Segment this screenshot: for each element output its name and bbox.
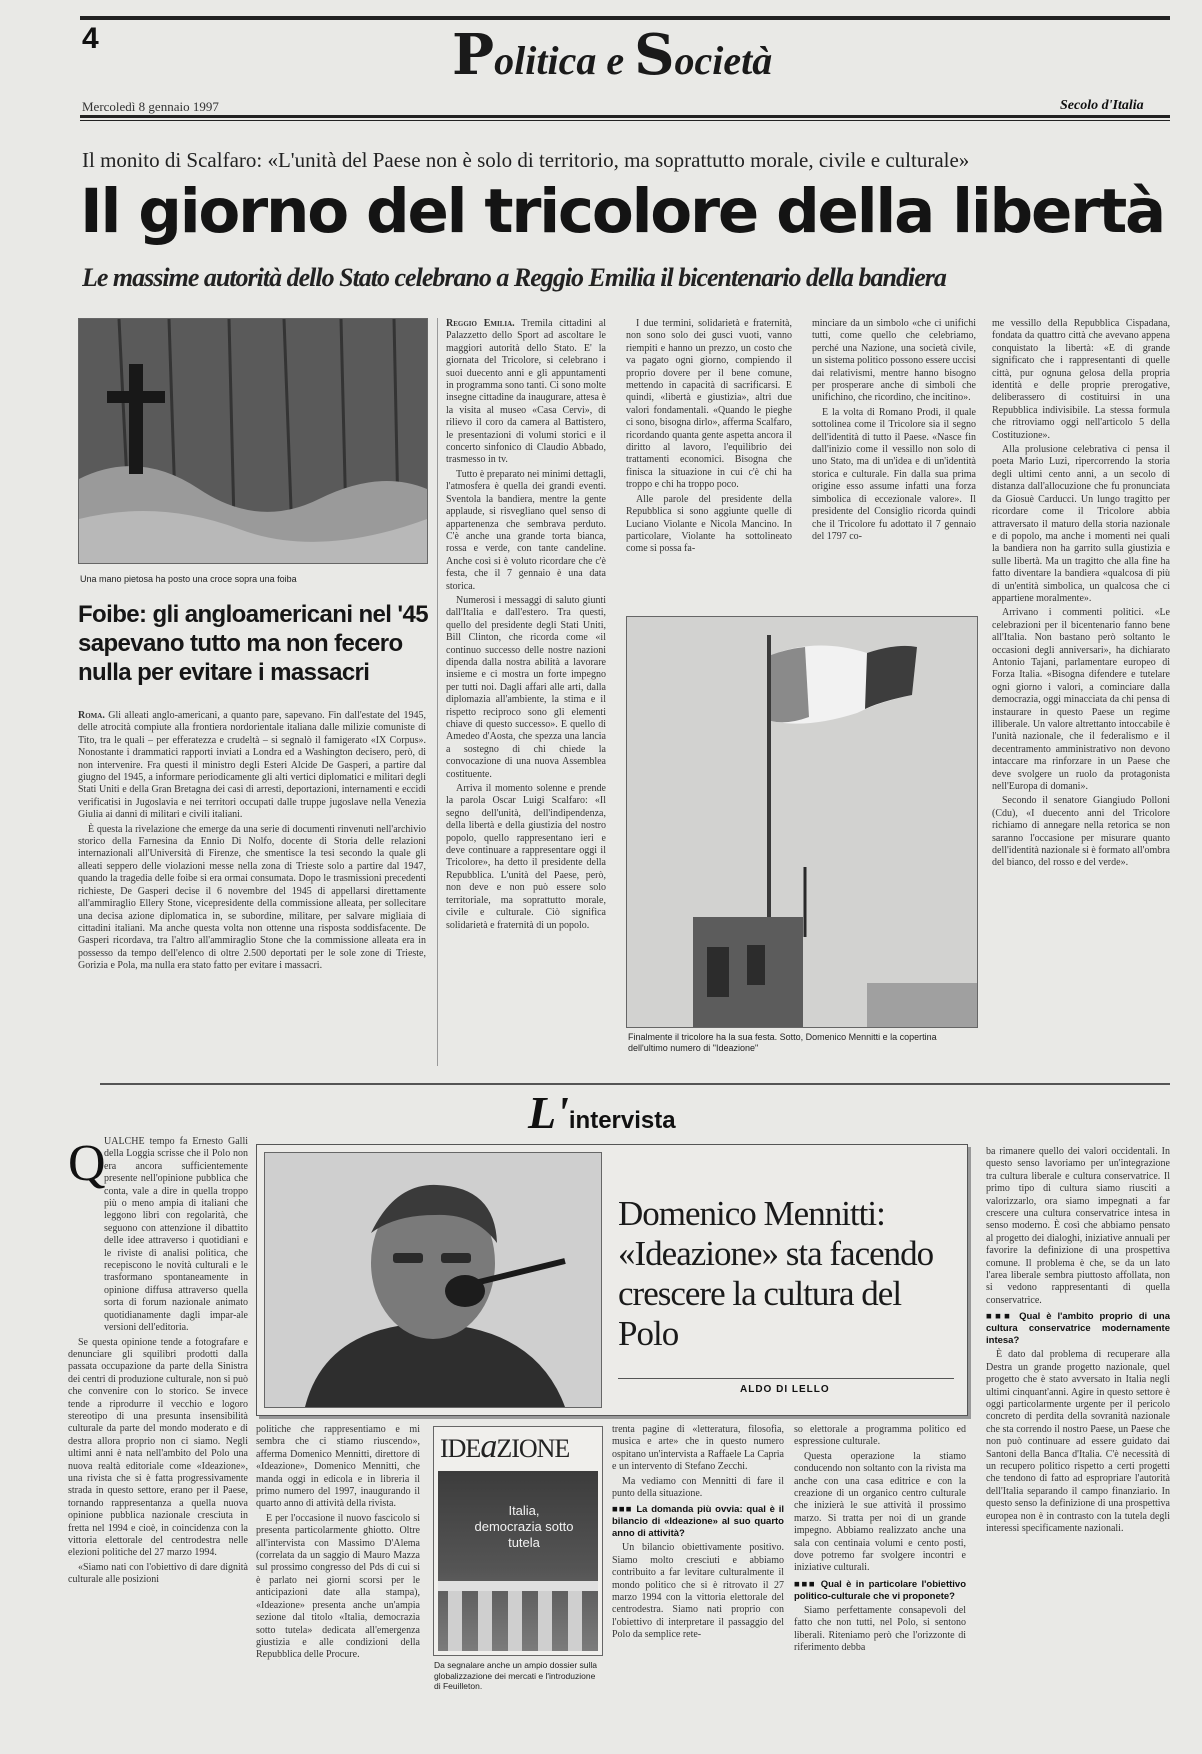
ideazione-title-a: IDE: [440, 1434, 481, 1463]
interview-question-2: ■■■ Qual è in particolare l'obiettivo politico-culturale che vi proponete?: [794, 1578, 966, 1602]
foibe-photo: [78, 318, 428, 564]
interview-answer-1: Un bilancio obiettivamente positivo. Siamo molto cresciuti e abbiamo contribuito a far levitare culturalmente il mondo politico che si è ritrovato il 27 marzo 1994 con la vittoria elettorale del centrodestra. Siamo nati proprio con l'obiettivo di interpretare il passaggio del Polo da semplice rete-: [612, 1542, 784, 1641]
lead-paragraph-1: Tremila cittadini al Palazzetto dello Sport ad ascoltare le maggiori autorità dello Stato. E' la giornata del Tricolore, si celebrano i suoi duecento anni e gli appuntamenti in programma sono tanti. Ci sono molte insegne cittadine da inaugurare, attesa è la visita al museo «Casa Cervi», di rilievo il coro da camera al Battistero, le presentazioni di volumi storici e il concerto sinfonico di Claudio Abbado, trasmesso in tv.: [446, 318, 606, 466]
interview-intro-paragraph-1: Se questa opinione tende a fotografare e denunciare gli squilibri prodotti dalla passata occupazione da parte della Sinistra dei centri di produzione culturale, non si può che convenire con lo storico. Se invece tende a riprodurre il vecchio e logoro stereotipo di una presunta insensibilità culturale da parte del mondo moderato e di destra allora proprio non ci siamo. Negli ultimi anni è nata nell'ambito del Polo una nuova realtà editoriale come «Ideazione», una rivista che si è fatta progressivamente strada in questo settore, erano per il Paese, tornando rappresentanza a quella nuova opinione pubblica nazionale cresciuta in fretta nel 1994 e cioè, in coincidenza con la vittoria elettorale del centrodestra nelle elezioni politiche del 27 marzo 1994.: [68, 1336, 248, 1559]
interview-question-2-text: Qual è in particolare l'obiettivo politico-culturale che vi proponete?: [794, 1578, 966, 1602]
section-title-part-1: olitica e: [494, 38, 635, 83]
ideazione-columns-graphic: [438, 1581, 598, 1651]
flag-photo: [626, 616, 978, 1028]
interview-dropcap: Q: [68, 1135, 106, 1192]
interview-intro: [68, 1136, 248, 1696]
interview-intro-paragraph-2: «Siamo nati con l'obiettivo di dare dignità culturale alle posizioni: [68, 1561, 248, 1586]
lead-paragraph-6: Alle parole del presidente della Repubblica si sono aggiunte quelle di Luciano Violante e Nicola Mancino. In particolare, Violante ha sottolineato come si possa fa-: [626, 493, 792, 555]
interview-body-a: [256, 1424, 420, 1694]
lead-paragraph-11: Arrivano i commenti politici. «Le celebrazioni per il bicentenario fanno bene all'Italia. Non bastano però soltanto le occasioni degli anniversari», ha dichiarato Antonio Tajani, parlamentare europeo di Forza Italia. «Bisogna difendere e tutelare ogni giorno i valori, a cominciare dalla democrazia, oggi minacciata da chi pensa di instaurare in questo Paese un regime illiberale. Un valore altrettanto intoccabile è l'unità nazionale, che il federalismo e il decentramento amministrativo non devono intaccare ma rinforzare in un Paese che deve svolgere un ruolo da protagonista nell'Europa di domani».: [992, 607, 1170, 793]
interview-label-text: intervista: [568, 1107, 676, 1134]
ideazione-caption: Da segnalare anche un ampio dossier sulla globalizzazione dei mercati e l'introduzione di Feuilleton.: [434, 1660, 598, 1691]
ideazione-cover-text: Italia, democrazia sotto tutela: [474, 1503, 574, 1550]
paper-name: Secolo d'Italia: [1060, 98, 1144, 113]
section-title: [452, 22, 772, 88]
lead-paragraph-10: Alla prolusione celebrativa ci pensa il poeta Mario Luzi, ripercorrendo la storia degli ultimi cento anni, a un secolo di distanza dall'allocuzione che fu pronunciata da Giosuè Carducci. Un lungo tragitto per ricordare come il Tricolore abbia attraversato il maturo della storia nazionale e di popolo, ma anche i momenti nei quali la bandiera non ha garrito sulla giustizia e sulle libertà. Ma un tragitto che alla fine ha fatto diventare la bandiera «qualcosa di più di un'entità simbolica, un qualcosa che ci appartiene moralmente».: [992, 444, 1170, 604]
lead-column-2: [626, 318, 792, 608]
lead-paragraph-7: minciare da un simbolo «che ci unifichi tutti, come quello che celebriamo, perché una Nazione, una società civile, un sistema politico possono essere uccisi dai relativismi, mentre hanno bisogno per prosperare anche di simboli che unifichino, che ricordino, che incitino».: [812, 318, 976, 404]
masthead-rule-thin: [80, 120, 1170, 121]
interview-body-d: [986, 1146, 1170, 1694]
top-rule: [80, 16, 1170, 20]
foibe-headline: Foibe: gli angloamericani nel '45 sapevano tutto ma non fecero nulla per evitare i massacri: [78, 601, 428, 686]
lead-column-1: [446, 318, 606, 1054]
section-initial-s: S: [634, 22, 675, 88]
lead-headline: Il giorno del tricolore della libertà: [80, 176, 1165, 247]
interview-body-b: [612, 1424, 784, 1694]
interview-body-c-paragraph-1: so elettorale a programma politico ed espressione culturale.: [794, 1424, 966, 1448]
interview-byline: ALDO DI LELLO: [740, 1384, 830, 1395]
interview-body-a-paragraph-1: politiche che rappresentiamo e mi sembra che ci stiamo riuscendo», afferma Domenico Mennitti, direttore di «Ideazione», Domenico Mennitti, che manda oggi in edicola e in libreria il primo numero del 1997, inaugurando il quarto anno di attività della rivista.: [256, 1424, 420, 1510]
flag-photo-caption: Finalmente il tricolore ha la sua festa. Sotto, Domenico Mennitti e la copertina dell'ultimo numero di "Ideazione": [628, 1032, 937, 1053]
mennitti-photo: [264, 1152, 602, 1408]
interview-question-1: ■■■ La domanda più ovvia: qual è il bilancio di «Ideazione» al suo quarto anno di attività?: [612, 1504, 784, 1540]
lead-paragraph-8: E la volta di Romano Prodi, il quale sottolinea come il Tricolore sia il segno dell'identità di tutto il Paese. «Nasce fin dall'inizio come il vessillo non solo di uno Stato, ma di un'idea e di un'identità storica e culturale. Fin dalla sua prima origine esso assume infatti una forza simbolica di eccezionale valore». Il presidente del Consiglio ricorda quindi che il Tricolore fu adottato il 7 gennaio del 1797 co-: [812, 406, 976, 542]
interview-body-b-paragraph-2: Ma vediamo con Mennitti di fare il punto della situazione.: [612, 1475, 784, 1500]
lead-paragraph-9: me vessillo della Repubblica Cispadana, fondata da quattro città che avevano appena conquistato la libertà: «E di grande significato che i rappresentanti di quelle città, pur ognuna gelosa della propria identità e delle proprie prerogative, deliberassero di costituirsi in una Repubblica indivisibile. La stessa formula che ritroviamo oggi nell'articolo 5 della Costituzione».: [992, 318, 1170, 441]
ideazione-title-b: a: [480, 1428, 497, 1465]
lead-paragraph-2: Tutto è preparato nei minimi dettagli, l'atmosfera è quella dei grandi eventi. Sventola la bandiera, mentre la gente applaude, si risvegliano quel senso di appartenenza che sembrava perduto. C'è anche una grande torta bianca, rossa e verde, con tante candeline. Anche così si è voluto ricordare che c'è festa, che il 7 gennaio è una data storica.: [446, 468, 606, 592]
issue-date: Mercoledì 8 gennaio 1997: [82, 99, 219, 114]
interview-section-label: [520, 1086, 684, 1139]
interview-question-3: ■■■ Qual è l'ambito proprio di una cultura conservatrice modernamente intesa?: [986, 1311, 1170, 1347]
interview-body-b-paragraph-1: trenta pagine di «letteratura, filosofia, musica e arte» che in questo numero ospitano un'intervista a Raffaele La Capria e un intervento di Stefano Zecchi.: [612, 1424, 784, 1473]
foibe-photo-caption: Una mano pietosa ha posto una croce sopra una foiba: [80, 574, 297, 584]
interview-body-a-paragraph-2: E per l'occasione il nuovo fascicolo si presenta particolarmente ghiotto. Oltre all'intervista con Massimo D'Alema (correlata da un saggio di Mauro Mazza sul prossimo congresso del Pds di cui si è parlato nei giorni scorsi per le anticipazioni date alla stampa), «Ideazione» presenta anche un'ampia sezione dal titolo «Italia, democrazia sotto tutela» dedicata all'emergenza giustizia e alle condizioni della Repubblica delle Procure.: [256, 1512, 420, 1661]
ideazione-masthead: [440, 1428, 570, 1465]
section-title-part-2: ocietà: [674, 38, 773, 83]
foibe-paragraph-2: È questa la rivelazione che emerge da una serie di documenti rinvenuti nell'archivio storico della Farnesina da Ennio Di Nolfo, docente di Storia delle relazioni internazionali all'Università di Firenze, che smentisce la tesi secondo la quale gli alleati seppero delle violazioni messe nella zona di Trieste solo a partire dal 1947, quando la tragedia delle foibe si era ormai consumata. Dopo le trasmissioni precedenti richieste, De Gasperi decise il 6 novembre del 1945 di appellarsi direttamente all'ammiraglio Ellery Stone, vicepresidente della commissione alleata, per sollecitare una decisa azione diplomatica in, se subordine, militare, per salvare migliaia di cittadini italiani. Ma anche questa volta non ottenne una risposta soddisfacente. De Gasperi ricordava, tra l'altro all'ammiraglio Stone che la commissione alleata era in possesso da tempo dell'elenco di oltre 2.500 deportati per le sole zone di Trieste, Gorizia e Pola, ma nulla era stato fatto per evitare i massacri.: [78, 823, 426, 972]
interview-section-rule: [100, 1083, 1170, 1085]
masthead-rule: [80, 115, 1170, 118]
section-initial-p: P: [452, 22, 495, 88]
interview-question-1-text: La domanda più ovvia: qual è il bilancio di «Ideazione» al suo quarto anno di attività?: [612, 1504, 784, 1540]
mennitti-portrait-image: [265, 1153, 601, 1407]
interview-answer-3: È dato dal problema di recuperare alla Destra un grande progetto nazionale, quel progetto che è stato avversato in Italia negli ultimi cinquant'anni. Agire in questo settore è oggi particolarmente urgente per il pericolo concreto di perdita della sovranità nazionale che sta correndo il nostro Paese, un Paese che non può continuare ad essere guidato dai Santoni della Banca d'Italia. C'è necessità di un recupero politico rispetto a certi progetti che tendono di fatto ad espropriare l'autorità dell'Italia separando il campo finanziario. In questo senso la definizione di una prospettiva europea non è in contrasto con la tutela degli interessi specificamente nazionali.: [986, 1349, 1170, 1534]
ideazione-title-c: ZIONE: [496, 1434, 570, 1463]
byline-rule: [618, 1378, 954, 1379]
interview-intro-lead: UALCHE tempo fa Ernesto Galli della Loggia scrisse che il Polo non era ancora sufficientemente presente nell'opinione pubblica che conta, vale a dire in quella troppo più o meno ampia di italiani che leggono libri con regolarità, che seguono con attenzione il dibattito delle idee attraverso i quotidiani e le riviste di analisi politica, che recepiscono le novità culturali e le trasformano spontaneamente in opinione diffusa attraverso quella sorta di forum nazionale animato quotidianamente dagli impar-ale versioni dell'editoria.: [104, 1136, 248, 1334]
lead-paragraph-12: Secondo il senatore Giangiudo Polloni (Cdu), «I duecento anni del Tricolore richiamo di annegare nella retorica se non saranno l'occasione per misurare quanto dell'identità nazionale si è formato all'ombra del bianco, del rosso e del verde».: [992, 795, 1170, 869]
lead-kicker: Il monito di Scalfaro: «L'unità del Paese non è solo di territorio, ma soprattutto morale, civile e culturale»: [82, 148, 970, 172]
lead-paragraph-4: Arriva il momento solenne e prende la parola Oscar Luigi Scalfaro: «Il segno dell'unità, dell'indipendenza, della libertà e della giustizia del nostro popolo, quello rappresentano ieri e deve continuare a rappresentare oggi il Tricolore», ha detto il presidente della Repubblica. L'unità del Paese, però, non deve e non può essere solo territoriale, ma soprattutto morale, civile e culturale. Ciò significa solidarietà e fraternità di un popolo.: [446, 783, 606, 931]
ideazione-cover: [433, 1426, 603, 1656]
interview-body-d-paragraph-1: ba rimanere quello dei valori occidentali. In questo senso lavoriamo per un'integrazione tra cultura liberale e cultura conservatrice. Il primo tipo di cultura siamo riusciti a valorizzarlo, ora siamo impegnati a far crescere una cultura conservatrice intesa in senso moderno. È così che abbiamo pensato al progetto dei dialoghi, iniziative annuali per favorire la definizione di una prospettiva comune. Il problema è che, se da un lato l'area liberale sembra piuttosto affollata, non si vedono rappresentanti di quella conservatrice.: [986, 1146, 1170, 1306]
column-divider: [437, 318, 438, 1066]
lead-paragraph-3: Numerosi i messaggi di saluto giunti dall'Italia e dall'estero. Tra questi, quello del presidente degli Stati Uniti, Bill Clinton, che ricorda come «il continuo successo delle nostre nazioni dipenda dalla nostra abilità a lavorare insieme e ci mostra un forte impegno per tutti noi. Dagli affari alle arti, dalla diplomazia all'ambiente, la stima e il rispetto reciproco sono gli elementi chiave di questo successo». E quello di Amedeo d'Aosta, che spezza una lancia a sostegno di chi chiede la convocazione di una nuova Assemblea costituente.: [446, 594, 606, 780]
tricolore-flag-image: [627, 617, 977, 1027]
interview-question-3-text: Qual è l'ambito proprio di una cultura conservatrice modernamente intesa?: [986, 1311, 1170, 1347]
interview-answer-2: Siamo perfettamente consapevoli del fatto che non tutti, nel Polo, si sentono liberali. Riteniamo però che l'orizzonte di riferimento debba: [794, 1604, 966, 1654]
interview-headline: Domenico Mennitti: «Ideazione» sta facendo crescere la cultura del Polo: [618, 1194, 934, 1353]
page-number: 4: [82, 22, 99, 55]
foibe-paragraph-1: Gli alleati anglo-americani, a quanto pare, sapevano. Fin dall'estate del 1945, delle atrocità compiute alla frontiera nordorientale italiana dalle milizie comuniste di Tito, tra le quali – per efferatezza e crudeltà – si segnalò il famigerato «IX Corpus». Nonostante i drammatici rapporti inviati a Londra ed a Washington decisero, però, di non intervenire. Fra questi il ministro degli Esteri Alcide De Gasperi, a partire dal giugno del 1945, a informare periodicamente gli alti vertici diplomatici e militari degli Stati Uniti e della Gran Bretagna dei casi di arresti, deportazioni, internamenti e eccidi verificatisi in Jugoslavia e nei territori occupati dalle truppe jugoslave nella Venezia Giulia ai danni di militari e civili italiani.: [78, 710, 426, 821]
lead-paragraph-5: I due termini, solidarietà e fraternità, non sono solo dei gusci vuoti, vanno riempiti e hanno un prezzo, un costo che va pagato ogni giorno, compiendo il proprio dovere per il bene comune, mettendo in capacità di sacrificarsi. E quindi, «libertà e giustizia», altri due valori fondamentali. «Quando le pieghe ci sono, bisogna dirlo», afferma Scalfaro, ricordando quanta gente aspetta ancora il diritto al lavoro, l'equilibrio dei trattamenti economici. Bisogna che finisca la situazione in cui c'è chi ha troppo e chi ha troppo poco.: [626, 318, 792, 491]
lead-subheadline: Le massime autorità dello Stato celebrano a Reggio Emilia il bicentenario della bandiera: [82, 263, 946, 292]
lead-column-4: [992, 318, 1170, 1054]
cross-in-forest-image: [79, 319, 427, 563]
foibe-body: [78, 710, 426, 1118]
lead-dateline: Reggio Emilia.: [446, 318, 515, 329]
interview-body-c-paragraph-2: Questa operazione la stiamo conducendo non soltanto con la rivista ma anche con una casa editrice e con la creazione di un organico centro culturale che inizierà le sue attività il prossimo marzo. Si tratta per noi di un grande impegno. Abbiamo realizzato anche una sala con centinaia volumi e cento posti, dove potremo far svolgere incontri e iniziative culturali.: [794, 1450, 966, 1574]
foibe-dateline: Roma.: [78, 710, 105, 721]
interview-label-initial: L': [528, 1087, 569, 1138]
interview-body-c: [794, 1424, 966, 1694]
lead-column-3: [812, 318, 976, 608]
